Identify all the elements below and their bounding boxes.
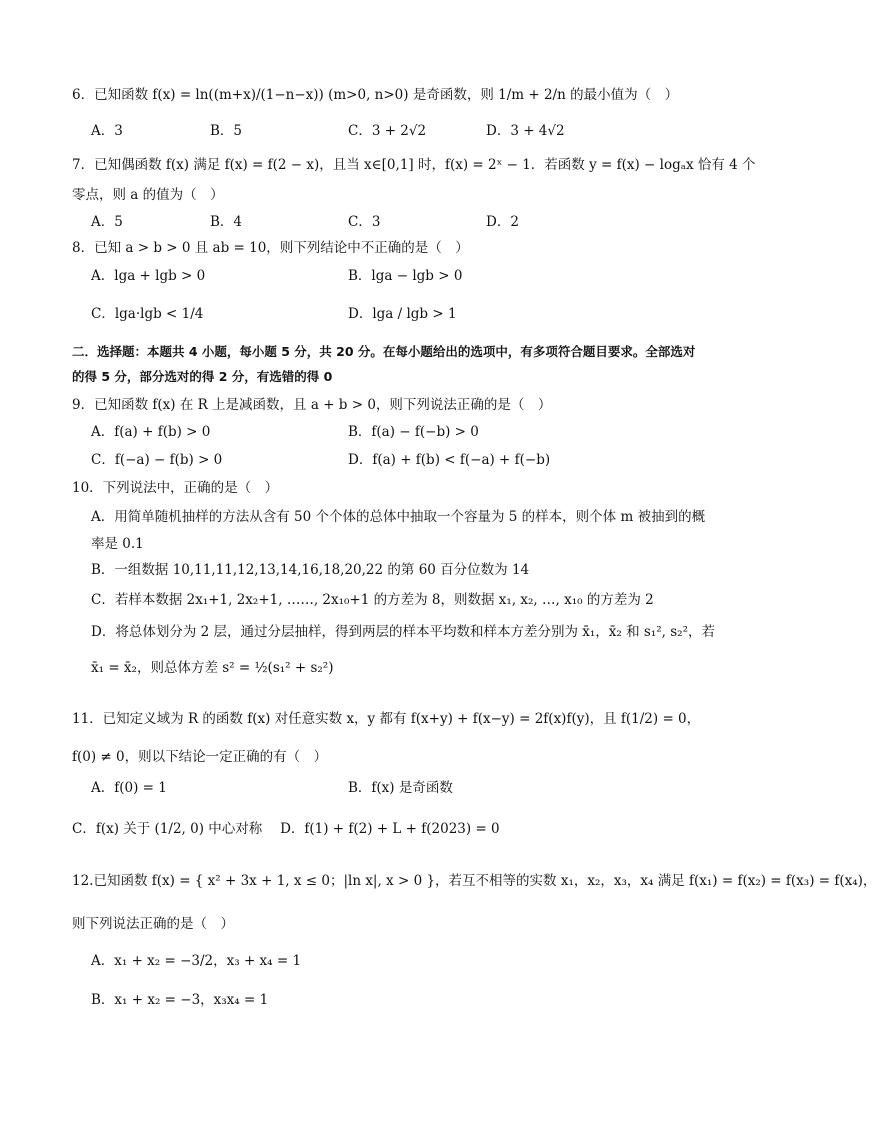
q9-option-a: A．f(a) + f(b) > 0 bbox=[91, 424, 211, 440]
question-6-stem: 6．已知函数 f(x) = ln((m+x)/(1−n−x)) (m>0, n>0) 是奇函数，则 1/m + 2/n 的最小值为（ ） bbox=[72, 87, 679, 103]
question-12-stem-continued: 则下列说法正确的是（ ） bbox=[72, 916, 234, 932]
section-2-heading: 二．选择题：本题共 4 小题，每小题 5 分，共 20 分。在每小题给出的选项中，有多项符合题目要求。全部选对 bbox=[72, 344, 696, 359]
q10-option-d-continued: x̄₁ = x̄₂，则总体方差 s² = ½(s₁² + s₂²) bbox=[91, 660, 334, 676]
q6-option-d: D．3 + 4√2 bbox=[486, 123, 565, 139]
q12-option-a: A．x₁ + x₂ = −3/2，x₃ + x₄ = 1 bbox=[91, 953, 302, 969]
q8-option-d: D．lga / lgb > 1 bbox=[348, 306, 457, 322]
q9-option-c: C．f(−a) − f(b) > 0 bbox=[91, 452, 223, 468]
question-11-stem-continued: f(0) ≠ 0，则以下结论一定正确的有（ ） bbox=[72, 749, 328, 765]
q10-option-b: B．一组数据 10,11,11,12,13,14,16,18,20,22 的第 60 百分位数为 14 bbox=[91, 562, 530, 578]
question-10-stem: 10．下列说法中，正确的是（ ） bbox=[72, 480, 279, 496]
question-9-stem: 9．已知函数 f(x) 在 R 上是减函数，且 a + b > 0，则下列说法正确的是（ ） bbox=[72, 397, 552, 413]
q10-option-c: C．若样本数据 2x₁+1, 2x₂+1, ……, 2x₁₀+1 的方差为 8，则数据 x₁, x₂, …, x₁₀ 的方差为 2 bbox=[91, 592, 654, 608]
q6-option-b: B．5 bbox=[210, 123, 243, 139]
question-12-stem: 12.已知函数 f(x) = { x² + 3x + 1, x ≤ 0；|ln x|, x > 0 }，若互不相等的实数 x₁，x₂，x₃，x₄ 满足 f(x₁) = f(x₂) = f(x₃) = f(x₄)， bbox=[72, 873, 876, 889]
q8-option-a: A．lga + lgb > 0 bbox=[91, 268, 206, 284]
q12-option-b: B．x₁ + x₂ = −3，x₃x₄ = 1 bbox=[91, 992, 269, 1008]
q8-option-c: C．lga·lgb < 1/4 bbox=[91, 306, 204, 322]
q9-option-b: B．f(a) − f(−b) > 0 bbox=[348, 424, 479, 440]
q6-option-a: A．3 bbox=[91, 123, 123, 139]
section-2-heading-continued: 的得 5 分，部分选对的得 2 分，有选错的得 0 bbox=[72, 369, 333, 384]
q10-option-d: D．将总体划分为 2 层，通过分层抽样，得到两层的样本平均数和样本方差分别为 x̄₁，x̄₂ 和 s₁², s₂²，若 bbox=[91, 624, 716, 640]
q7-option-a: A．5 bbox=[91, 214, 123, 230]
q9-option-d: D．f(a) + f(b) < f(−a) + f(−b) bbox=[348, 452, 551, 468]
q11-option-b: B．f(x) 是奇函数 bbox=[348, 780, 453, 796]
q10-option-a-continued: 率是 0.1 bbox=[91, 536, 144, 552]
question-11-stem: 11．已知定义域为 R 的函数 f(x) 对任意实数 x，y 都有 f(x+y) + f(x−y) = 2f(x)f(y)，且 f(1/2) = 0， bbox=[72, 711, 701, 727]
q6-option-c: C．3 + 2√2 bbox=[348, 123, 427, 139]
q7-option-b: B．4 bbox=[210, 214, 243, 230]
q11-options-c-d: C．f(x) 关于 (1/2, 0) 中心对称 D．f(1) + f(2) + L + f(2023) = 0 bbox=[72, 821, 500, 837]
q7-option-c: C．3 bbox=[348, 214, 381, 230]
q11-option-a: A．f(0) = 1 bbox=[91, 780, 167, 796]
question-7-stem: 7．已知偶函数 f(x) 满足 f(x) = f(2 − x)，且当 x∈[0,1] 时，f(x) = 2ˣ − 1．若函数 y = f(x) − logₐx 恰有 4 个 bbox=[72, 157, 756, 173]
question-7-stem-continued: 零点，则 a 的值为（ ） bbox=[72, 187, 224, 203]
q10-option-a: A．用简单随机抽样的方法从含有 50 个个体的总体中抽取一个容量为 5 的样本，则个体 m 被抽到的概 bbox=[91, 509, 706, 525]
q7-option-d: D．2 bbox=[486, 214, 519, 230]
question-8-stem: 8．已知 a > b > 0 且 ab = 10，则下列结论中不正确的是（ ） bbox=[72, 240, 469, 256]
q8-option-b: B．lga − lgb > 0 bbox=[348, 268, 463, 284]
